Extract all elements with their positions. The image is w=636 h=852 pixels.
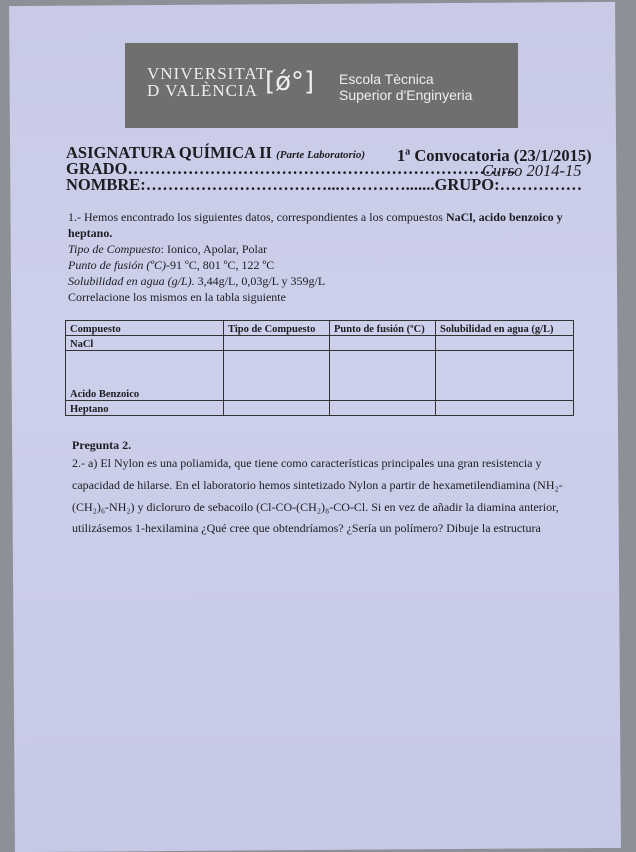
- row-label: NaCl: [66, 336, 224, 351]
- q2-line: 2.- a) El Nylon es una poliamida, que tiene como características principales una gran resistencia y: [72, 456, 542, 470]
- sol-values: 3,44g/L, 0,03g/L y 359g/L: [194, 274, 326, 288]
- answer-cell[interactable]: [224, 401, 330, 416]
- fusion-values: -91 ºC, 801 ºC, 122 ºC: [166, 258, 275, 272]
- tipo-values: : Ionico, Apolar, Polar: [160, 242, 268, 256]
- sol-label: Solubilidad en agua (g/L).: [68, 274, 195, 288]
- curso: Curso 2014-15: [482, 161, 582, 180]
- q1-intro: [68, 210, 563, 225]
- answer-cell[interactable]: [224, 351, 330, 401]
- answer-cell[interactable]: [330, 336, 436, 351]
- table-row: [66, 351, 574, 401]
- row-label: Heptano: [66, 401, 224, 416]
- header-tipo: Tipo de Compuesto: [224, 321, 330, 336]
- q1-intro-cont: heptano.: [68, 226, 113, 240]
- answer-cell[interactable]: [224, 336, 330, 351]
- answer-table: [65, 320, 574, 416]
- grado-line: GRADO……………………………………………………………..: [66, 159, 516, 178]
- answer-cell[interactable]: [436, 351, 574, 401]
- q1-solubilidad: [68, 274, 325, 289]
- q1-fusion: [68, 258, 274, 273]
- q1-tipo: [68, 242, 267, 257]
- university-seal-icon: [ǿ°]: [265, 67, 315, 97]
- university-logo-banner: [125, 43, 518, 128]
- header-solubilidad: Solubilidad en agua (g/L): [436, 321, 574, 336]
- nombre-grupo-line: NOMBRE:……………………………...………….......GRUPO:……………: [66, 175, 583, 194]
- fusion-label: Punto de fusión (ºC): [68, 258, 167, 272]
- q1-intro-text: 1.- Hemos encontrado los siguientes datos, correspondientes a los compuestos: [68, 210, 446, 224]
- answer-cell[interactable]: [436, 401, 574, 416]
- q2-line: utilizásemos 1-hexilamina ¿Qué cree que obtendríamos? ¿Sería un polímero? Dibuje la estructura: [72, 521, 541, 535]
- header-compuesto: Compuesto: [66, 321, 224, 336]
- answer-cell[interactable]: [330, 401, 436, 416]
- q2-line: capacidad de hilarse. En el laboratorio hemos sintetizado Nylon a partir de hexametilendiamina (NH₂-: [72, 478, 563, 492]
- table-row: [66, 401, 574, 416]
- convocatoria: 1ª Convocatoria (23/1/2015): [397, 146, 592, 165]
- q1-compounds: NaCl, acido benzoico y: [445, 210, 563, 224]
- header-fusion: Punto de fusión (ºC): [330, 321, 436, 336]
- university-name: VNIVERSITAT D VALÈNCIA: [147, 64, 268, 100]
- q2-line: (CH₂)₆-NH₂) y dicloruro de sebacoilo (Cl-CO-(CH₂)₈-CO-Cl. Si en vez de añadir la diamina anterior,: [72, 500, 559, 514]
- tipo-label: Tipo de Compuesto: [68, 242, 161, 256]
- answer-cell[interactable]: [330, 351, 436, 401]
- subject-note: (Parte Laboratorio): [276, 149, 366, 161]
- subject: ASIGNATURA QUÍMICA II: [66, 143, 272, 162]
- q2-title: Pregunta 2.: [72, 438, 132, 452]
- exam-sheet: [9, 2, 621, 852]
- school-name: Escola Tècnica Superior d'Enginyeria: [339, 71, 473, 103]
- q1-instruction: Correlacione los mismos en la tabla siguiente: [68, 290, 286, 304]
- row-label: Acido Benzoico: [66, 351, 224, 401]
- table-header-row: [66, 321, 574, 336]
- answer-cell[interactable]: [436, 336, 574, 351]
- table-row: [66, 336, 574, 351]
